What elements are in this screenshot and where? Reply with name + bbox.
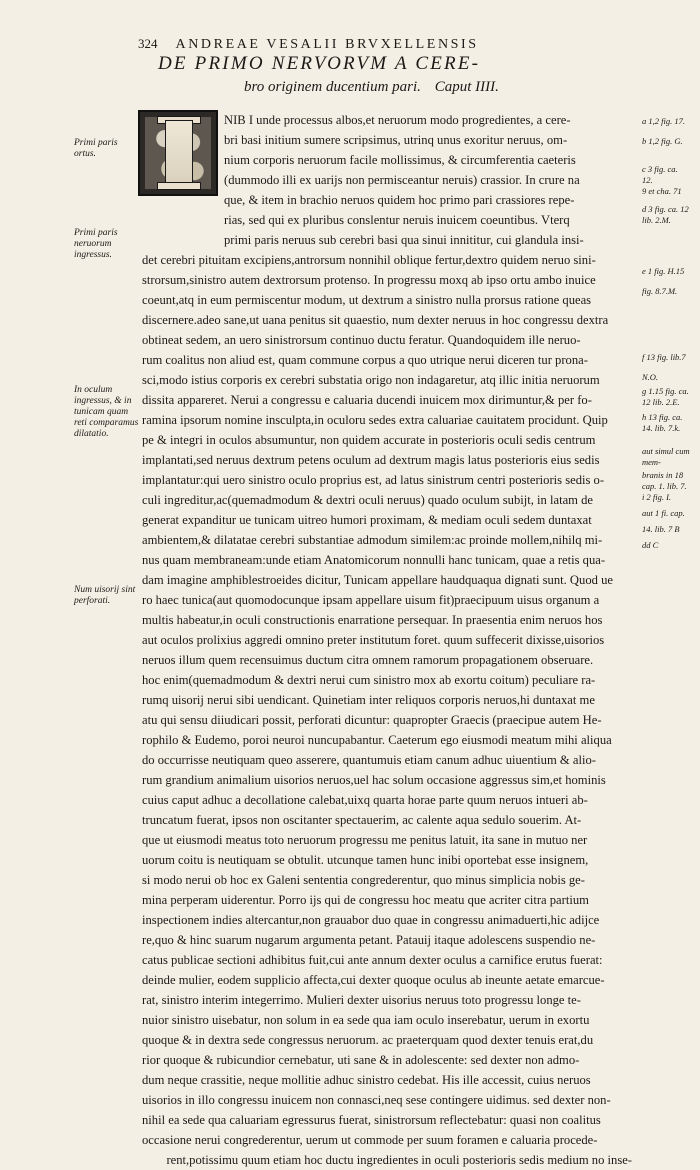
margin-note-right: h 13 fig. ca. 14. lib. 7.k.	[642, 412, 683, 433]
text-line: rumq uisorij nerui sibi uendicant. Quinetiam inter reliquos corporis neruos,hi duntaxat me	[142, 693, 595, 707]
text-line: uisorios in illo congressu inuicem non connasci,neq sese contingere uidimus. sed dexter non-	[142, 1093, 611, 1107]
chapter-title-line-2	[244, 79, 624, 96]
text-line: deinde mulier, eodem supplicio affecta,cui dexter quoque oculus ab ineunte aetate emarcue-	[142, 973, 605, 987]
chapter-label: Caput IIII.	[434, 79, 499, 95]
text-line: ro haec tunica(aut quomodocunque ipsam appellare uisum fit)praecipuum uisus organum a	[142, 593, 600, 607]
text-line: NIB I unde processus albos,et neruorum modo progredientes, a cere-	[224, 113, 571, 127]
text-line: neruos illum quem recensuimus ductum citra omnem ramorum propagationem obseruare.	[142, 653, 594, 667]
text-line: sci,modo istius corporis ex cerebri substatia origo non indagaretur, atq illic initia neruorum	[142, 373, 600, 387]
text-line: discernere.adeo sane,ut uana penitus sit quaestio, num dexter neruus in hoc congressu dextra	[142, 313, 609, 327]
text-line: rior quoque & rubicundior cernebatur, uti sane & in adolescente: sed dexter non admo-	[142, 1053, 580, 1067]
text-line: culi ingreditur,ac(quemadmodum & dextri oculi neruus) quado oculum subijt, in latam de	[142, 493, 594, 507]
text-line: ramina ipsorum nomine insculpta,in oculoru sedes extra caluariae cauitatem procidunt. Quip	[142, 413, 608, 427]
text-line: do occurrisse neutiquam queo asserere, quantumuis etiam canum adhuc uiuentium & alio-	[142, 753, 596, 767]
page-number: 324	[138, 36, 158, 51]
margin-note-right: d 3 fig. ca. 12 lib. 2.M.	[642, 204, 689, 225]
margin-note-right: fig. 8.7.M.	[642, 286, 678, 296]
text-line: rophilo & Eudemo, poroi neuroi nuncupabantur. Caeterum ego eiusmodi meatum mihi aliqua	[142, 733, 612, 747]
text-line: rias, sed qui ex pluribus conslentur neruis inuicem coeuntibus. Vterq	[224, 213, 570, 227]
text-line: pe & integri in oculos absumuntur, non quidem accurate in posterioris oculi sedis centrum	[142, 433, 596, 447]
margin-note-left: Primi paris ortus.	[74, 138, 118, 159]
text-line: atu qui sensu diiudicari possit, perforati dicuntur: quapropter Graecis (praecipue autem He-	[142, 713, 602, 727]
text-line: dum neque crassitie, neque mollitie adhuc sinistro cedebat. His ille accessit, cuius neruos	[142, 1073, 591, 1087]
text-line: nus quam membraneam:unde etiam Anatomicorum nonnulli hanc tunicam, quae a retis qua-	[142, 553, 606, 567]
text-line: que, & item in brachio neruos quidem hoc primo pari crassiores repe-	[224, 193, 575, 207]
text-line: hoc enim(quemadmodum & dextri nerui cum sinistro mox ab exortu coitum) peculiare ra-	[142, 673, 596, 687]
text-line: cuius caput adhuc a decollatione calebat,uixq quarta horae parte quum neruos intueri ab-	[142, 793, 588, 807]
text-line: strorsum,sinistro autem dextrorsum protenso. In progressu moxq ab ipso ortu ambo inuice	[142, 273, 596, 287]
main-text	[142, 110, 632, 1170]
chapter-title-line-1: DE PRIMO NERVORVM A CERE-	[158, 53, 481, 74]
text-line: rum coalitus non aliud est, quam commune corpus a quo utrique nerui diceren tur prona-	[142, 353, 588, 367]
text-line: implantatur:qui uero sinistro oculo proprius est, ad latus sinistrum centri posterioris sedis o-	[142, 473, 605, 487]
text-line: multis habeatur,in oculi constructionis enarratione persequar. In praesentia enim neruos hos	[142, 613, 603, 627]
text-line: obtineat sedem, an uero sinistrorsum continuo ductu feratur. Quandoquidem ille neruo-	[142, 333, 581, 347]
text-line: quoque & in dextra sede congressus neruorum. ac praeterquam quod dexter tenuis erat,du	[142, 1033, 594, 1047]
text-line: bri basi initium sumere scripsimus, utrinq unus exoritur neruus, om-	[224, 133, 568, 147]
text-line: re,quo & hinc suarum nugarum argumenta petant. Patauij itaque adolescens suspendio ne-	[142, 933, 596, 947]
text-line: rat, sinistro interim integerrimo. Mulieri dexter uisorius neruus toto progressu longe te-	[142, 993, 581, 1007]
text-line: implantati,sed neruus dextrum petens oculum ad dextrum magis latus posterioris eius sedis	[142, 453, 600, 467]
margin-note-right: e 1 fig. H.15	[642, 266, 685, 276]
text-line: dissita appareret. Nerui a congressu e caluaria ducendi inuicem mox dirimuntur,& per fo-	[142, 393, 592, 407]
text-line: nihil ea sede qua caluariam egressurus fuerat, sinistrorsum reflectebatur: quasi non coalitus	[142, 1113, 601, 1127]
margin-note-right: aut simul cum mem-	[642, 446, 690, 467]
margin-note-right: 14. lib. 7 B	[642, 524, 680, 534]
margin-note-right: aut 1 fi. cap.	[642, 508, 685, 518]
margin-note-right: i 2 fig. I.	[642, 492, 672, 502]
margin-note-right: b 1,2 fig. G.	[642, 136, 683, 146]
text-line: uorum coitu is neutiquam se obtulit. utcunque tamen hunc inibi oportebat esse insignem,	[142, 853, 589, 867]
text-line: dam imagine amphiblestroeides dicitur, Tunicam appellare haudquaqua dignati sunt. Quod ue	[142, 573, 613, 587]
margin-note-right: f 13 fig. lib.7	[642, 352, 686, 362]
text-line: det cerebri pituitam excipiens,antrorsum nonnihil oblique fertur,dextro quidem neruo sini-	[142, 253, 596, 267]
text-line: mina perperam uiderentur. Porro ijs qui de congressu hoc meatu que acriter citra partium	[142, 893, 589, 907]
margin-note-right: c 3 fig. ca. 12.	[642, 164, 678, 185]
text-line: rum grandium animalium uisorios neruos,uel hac solum occasione aggressus sim,et hominis	[142, 773, 606, 787]
text-line: nuior sinistro uisebatur, non solum in ea sede qua iam oculo inserebatur, uerum in exortu	[142, 1013, 590, 1027]
text-line: (dummodo illi ex uarijs non permisceantur neruis) crassior. In crure na	[224, 173, 580, 187]
text-line: ambientem,& dilatatae cerebri substantiae admodum similem:ac proinde mollem,nihilq mi-	[142, 533, 603, 547]
text-line: inspectionem indies altercantur,non grauabor duo quae in congressu animaduerti,hic adijce	[142, 913, 600, 927]
text-line: que ut eiusmodi meatus toto neruorum progressu me penitus latuit, ita sane in mutuo ner	[142, 833, 588, 847]
text-line: si modo nerui ob hoc ex Galeni sententia congrederentur, quo minus simplicia nobis ge-	[142, 873, 585, 887]
margin-note-right: dd C	[642, 540, 659, 550]
text-line: nium corporis neruorum facile mollissimus, & circumferentia caeteris	[224, 153, 576, 167]
margin-note-right: 9 et cha. 71	[642, 186, 682, 196]
text-line: truncatum fuerat, ipsos non oscitanter spectauerim, ac calente aqua sedulo souerim. At-	[142, 813, 582, 827]
margin-note-left: In oculum ingressus, & in tunicam quam reti comparamus dilatatio.	[74, 385, 139, 439]
page-header	[138, 36, 608, 54]
text-line-final: rent,potissimu quum etiam hoc ductu ingredientes in oculi posterioris sedis medium no inse-	[166, 1153, 632, 1167]
margin-note-left: Num uisorij sint perforati.	[74, 585, 136, 606]
text-line: aut oculos prolixius aggredi omnino preter institutum foret. quum suffecerit dixisse,uisorios	[142, 633, 605, 647]
margin-note-right: N.O.	[642, 372, 659, 382]
margin-note-right: g 1.15 fig. ca. 12 lib. 2.E.	[642, 386, 689, 407]
margin-note-right: branis in 18 cap. 1. lib. 7.	[642, 470, 687, 491]
margin-note-right: a 1,2 fig. 17.	[642, 116, 685, 126]
running-head: ANDREAE VESALII BRVXELLENSIS	[175, 37, 479, 52]
text-line: generat expanditur ue tunicam uitreo humori proximam, & mediam oculi sedem duntaxat	[142, 513, 592, 527]
text-line: occasione nerui congrederentur, uerum ut commode per suum foramen e caluaria procede-	[142, 1133, 598, 1147]
text-line: primi paris neruus sub cerebri basi qua sinui innititur, cui glandula insi-	[224, 233, 584, 247]
margin-note-left: Primi paris neruorum ingressus.	[74, 228, 118, 260]
text-line: coeunt,atq in eum permiscentur modum, ut dextrum a sinistro nulla prorsus ratione queas	[142, 293, 592, 307]
chapter-title-text: bro originem ducentium pari.	[244, 79, 421, 95]
text-line: catus publicae sectioni adhibitus fuit,cui ante annum dexter oculus a carnifice erutus fuerat:	[142, 953, 603, 967]
